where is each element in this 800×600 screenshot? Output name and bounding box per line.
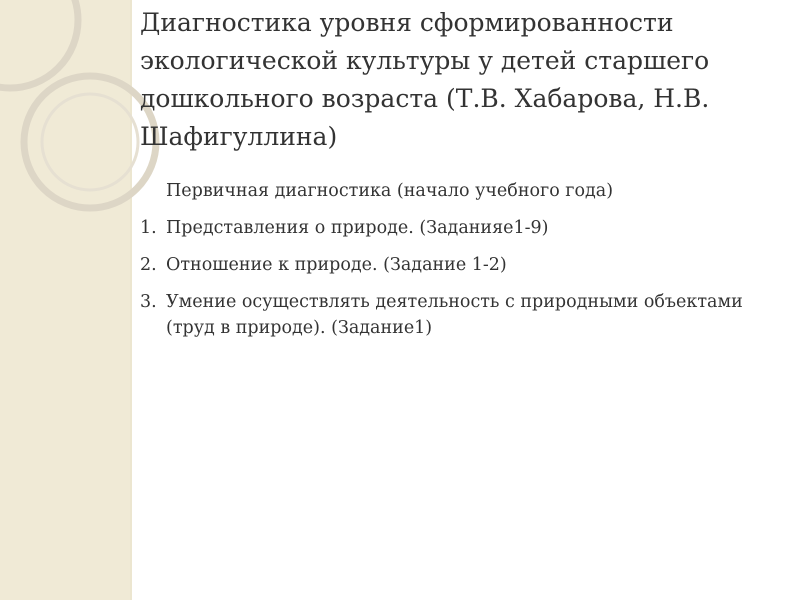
list-item-text: Представления о природе. (Заданияе1-9) <box>166 218 549 238</box>
list-item-number: 3. <box>140 292 157 312</box>
list-item-text: Умение осуществлять деятельность с природными объектами (труд в природе). (Задание1) <box>166 292 743 338</box>
list-item <box>140 252 780 278</box>
slide-title: Диагностика уровня сформированности экологической культуры у детей старшего дошкольного возраста (Т.В. Хабарова, Н.В. Шафигуллина) <box>140 8 710 151</box>
list-item-number: 1. <box>140 218 157 238</box>
list-item-number: 2. <box>140 255 157 275</box>
intro-text: Первичная диагностика (начало учебного года) <box>166 181 614 201</box>
slide-content <box>140 178 780 352</box>
list-item-text: Отношение к природе. (Задание 1-2) <box>166 255 507 275</box>
list-item <box>140 215 780 241</box>
list-item <box>140 289 780 341</box>
